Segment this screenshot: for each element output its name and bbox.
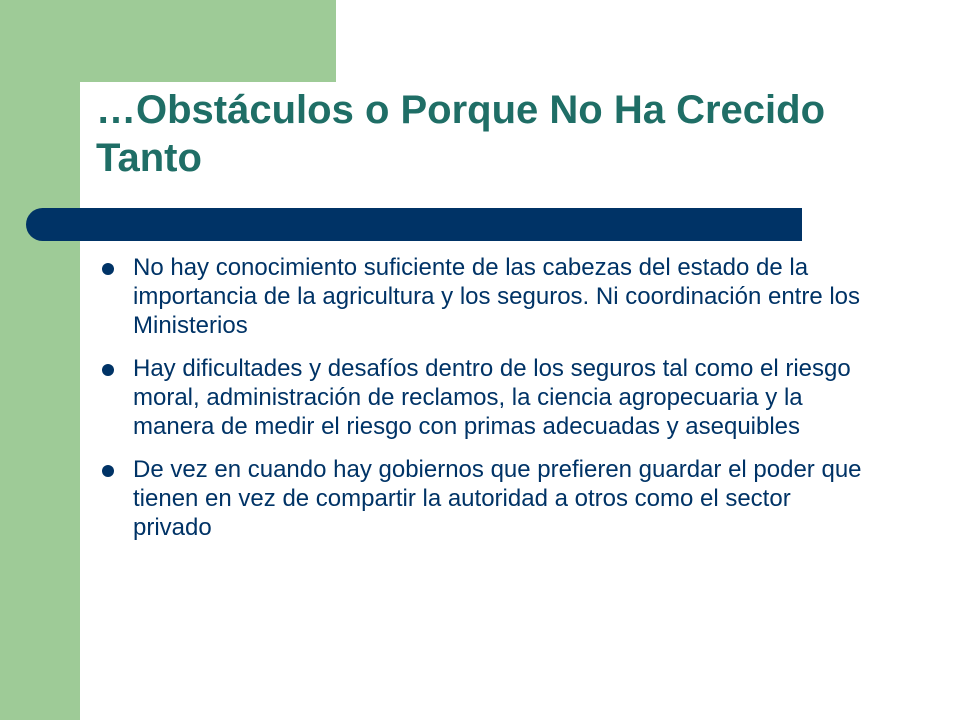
- bullet-text: No hay conocimiento suficiente de las cabezas del estado de la importancia de la agricultura y los seguros. Ni coordinación entre los Ministerios: [133, 254, 861, 339]
- bullet-list: [96, 253, 876, 556]
- bullet-item: [96, 253, 876, 340]
- bullet-dot-icon: [102, 465, 114, 477]
- bullet-dot-icon: [102, 263, 114, 275]
- bullet-item: [96, 455, 876, 542]
- left-accent-bar: [0, 0, 80, 720]
- bullet-dot-icon: [102, 364, 114, 376]
- top-accent-block: [0, 0, 336, 82]
- bullet-item: [96, 354, 876, 441]
- title-divider-bar: [26, 208, 802, 241]
- slide-title: …Obstáculos o Porque No Ha Crecido Tanto: [96, 88, 826, 180]
- bullet-text: De vez en cuando hay gobiernos que prefieren guardar el poder que tienen en vez de compartir la autoridad a otros como el sector privado: [133, 456, 862, 541]
- bullet-text: Hay dificultades y desafíos dentro de los seguros tal como el riesgo moral, administración de reclamos, la ciencia agropecuaria y la manera de medir el riesgo con primas adecuadas y asequibles: [133, 355, 851, 440]
